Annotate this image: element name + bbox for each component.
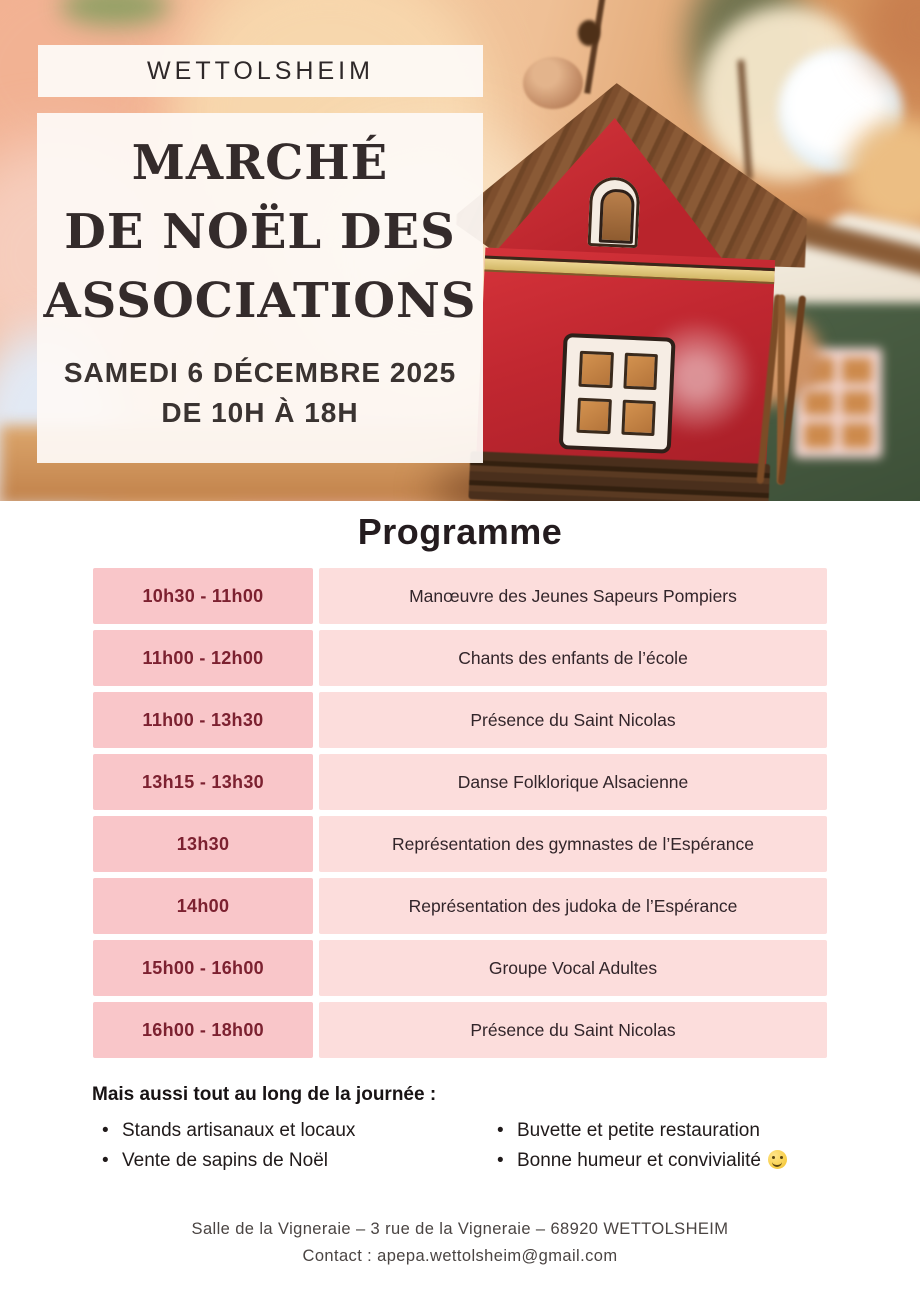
- extras-section: [92, 1084, 852, 1176]
- activity-cell: Groupe Vocal Adultes: [319, 940, 827, 996]
- programme-section: [0, 501, 920, 1270]
- time-cell: 13h15 - 13h30: [93, 754, 313, 810]
- activity-cell: Chants des enfants de l’école: [319, 630, 827, 686]
- time-cell: 15h00 - 16h00: [93, 940, 313, 996]
- list-item: • Buvette et petite restauration: [487, 1116, 827, 1146]
- poster-title-line: ASSOCIATIONS: [43, 273, 477, 329]
- list-item: • Vente de sapins de Noël: [92, 1146, 487, 1176]
- gable-arch-window: [588, 176, 641, 248]
- time-cell: 13h30: [93, 816, 313, 872]
- extras-heading: Mais aussi tout au long de la journée :: [92, 1084, 437, 1105]
- venue-address: Salle de la Vigneraie – 3 rue de la Vigneraie – 68920 WETTOLSHEIM: [191, 1220, 729, 1238]
- list-item: • Bonne humeur et convivialité: [487, 1146, 827, 1176]
- location-name: WETTOLSHEIM: [147, 56, 374, 85]
- programme-table: [93, 568, 827, 1058]
- poster-title-line: MARCHÉ: [131, 135, 389, 191]
- time-cell: 11h00 - 13h30: [93, 692, 313, 748]
- house-window: [563, 337, 672, 449]
- activity-cell: Présence du Saint Nicolas: [319, 1002, 827, 1058]
- red-house-ornament: [458, 51, 807, 501]
- activity-cell: Représentation des gymnastes de l’Espérance: [319, 816, 827, 872]
- time-cell: 11h00 - 12h00: [93, 630, 313, 686]
- list-item: • Stands artisanaux et locaux: [92, 1116, 487, 1146]
- date-line: SAMEDI 6 DÉCEMBRE 2025: [63, 357, 457, 388]
- event-date: [37, 353, 483, 433]
- cord-knot: [578, 20, 600, 46]
- programme-heading: Programme: [357, 511, 563, 552]
- poster-title-line: DE NOËL DES: [64, 204, 456, 260]
- activity-cell: Danse Folklorique Alsacienne: [319, 754, 827, 810]
- footer: [0, 1216, 920, 1270]
- time-cell: 16h00 - 18h00: [93, 1002, 313, 1058]
- extras-left-column: [92, 1116, 487, 1176]
- time-cell: 14h00: [93, 878, 313, 934]
- red-house-body: [476, 248, 775, 470]
- contact-email: Contact : apepa.wettolsheim@gmail.com: [302, 1247, 618, 1265]
- location-banner: [38, 45, 483, 97]
- activity-cell: Présence du Saint Nicolas: [319, 692, 827, 748]
- extras-right-column: [487, 1116, 827, 1176]
- cream-stripe: [484, 256, 774, 285]
- hero-photo: [0, 0, 920, 501]
- activity-cell: Manœuvre des Jeunes Sapeurs Pompiers: [319, 568, 827, 624]
- title-box: [37, 113, 483, 463]
- time-cell: 10h30 - 11h00: [93, 568, 313, 624]
- activity-cell: Représentation des judoka de l’Espérance: [319, 878, 827, 934]
- time-line: DE 10H À 18H: [161, 397, 359, 428]
- smiley-icon: [768, 1150, 787, 1169]
